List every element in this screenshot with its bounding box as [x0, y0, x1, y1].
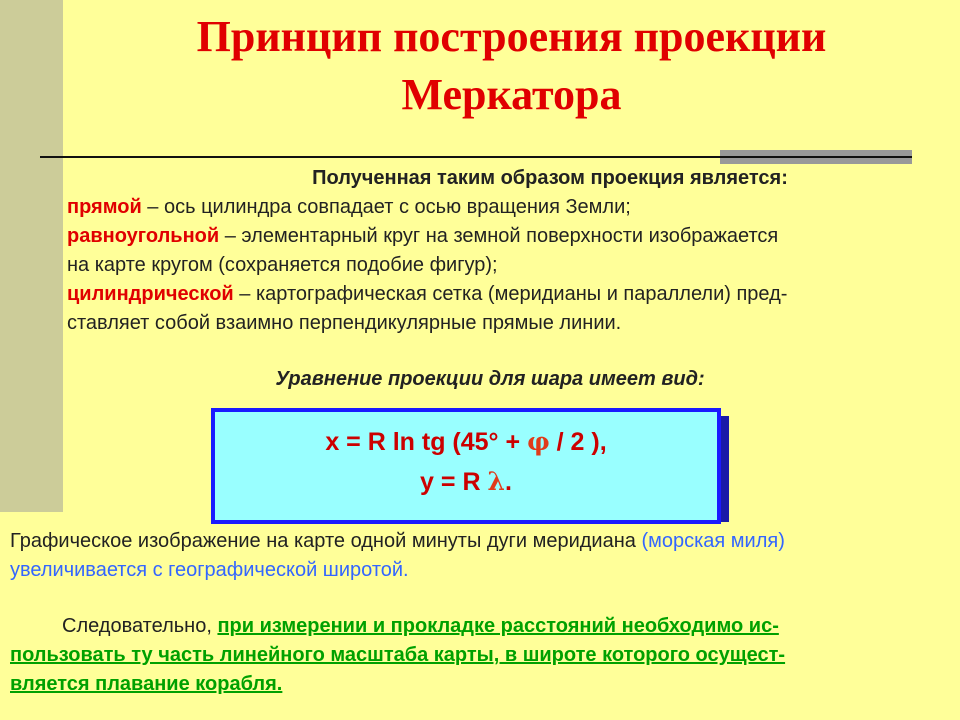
property-item: [67, 251, 947, 280]
graphic-paragraph: [10, 527, 950, 585]
formula-x-tail: / 2 ),: [549, 428, 607, 456]
formula-line-y: [215, 462, 717, 502]
formula-x-text: x = R ln tg (45° +: [325, 428, 528, 456]
property-text: – элементарный круг на земной поверхности изображается: [219, 225, 779, 247]
title-line-1: Принцип построения проекции: [196, 12, 827, 61]
property-item: [67, 193, 947, 222]
formula-y-tail: .: [504, 468, 512, 496]
property-item: [67, 222, 947, 251]
property-term: цилиндрической: [67, 283, 234, 305]
conclusion-line-1: при измерении и прокладке расстояний необходимо ис-: [217, 615, 779, 637]
property-text: – ось цилиндра совпадает с осью вращения Земли;: [141, 196, 631, 218]
lambda-symbol: λ: [487, 467, 505, 496]
phi-symbol: φ: [527, 427, 550, 456]
formula-y-text: y = R: [420, 468, 488, 496]
title-line-2: Меркатора: [401, 70, 622, 119]
conclusion-paragraph: [10, 612, 950, 699]
graphic-conclusion: увеличивается с географической широтой.: [10, 559, 409, 581]
property-text: – картографическая сетка (меридианы и параллели) пред-: [233, 283, 788, 305]
nautical-mile-term: (морская миля): [641, 530, 785, 552]
left-decorative-band: [0, 0, 63, 512]
conclusion-line-2: пользовать ту часть линейного масштаба карты, в широте которого осущест-: [10, 644, 786, 666]
property-item: [67, 280, 947, 309]
property-text: на карте кругом (сохраняется подобие фигур);: [67, 254, 498, 276]
property-text: ставляет собой взаимно перпендикулярные прямые линии.: [67, 312, 622, 334]
formula-box: [211, 408, 721, 524]
property-term: прямой: [67, 196, 142, 218]
formula-line-x: [215, 422, 717, 462]
conclusion-lead: Следовательно,: [62, 615, 218, 637]
property-term: равноугольной: [67, 225, 220, 247]
equation-label: Уравнение проекции для шара имеет вид:: [275, 368, 705, 390]
slide-title: [63, 8, 960, 124]
conclusion-line-3: вляется плавание корабля.: [10, 673, 283, 695]
properties-list: [67, 193, 947, 338]
properties-subheading: Полученная таким образом проекция является:: [312, 167, 788, 189]
divider-accent: [720, 150, 912, 164]
property-item: [67, 309, 947, 338]
graphic-text: Графическое изображение на карте одной минуты дуги меридиана: [10, 530, 642, 552]
